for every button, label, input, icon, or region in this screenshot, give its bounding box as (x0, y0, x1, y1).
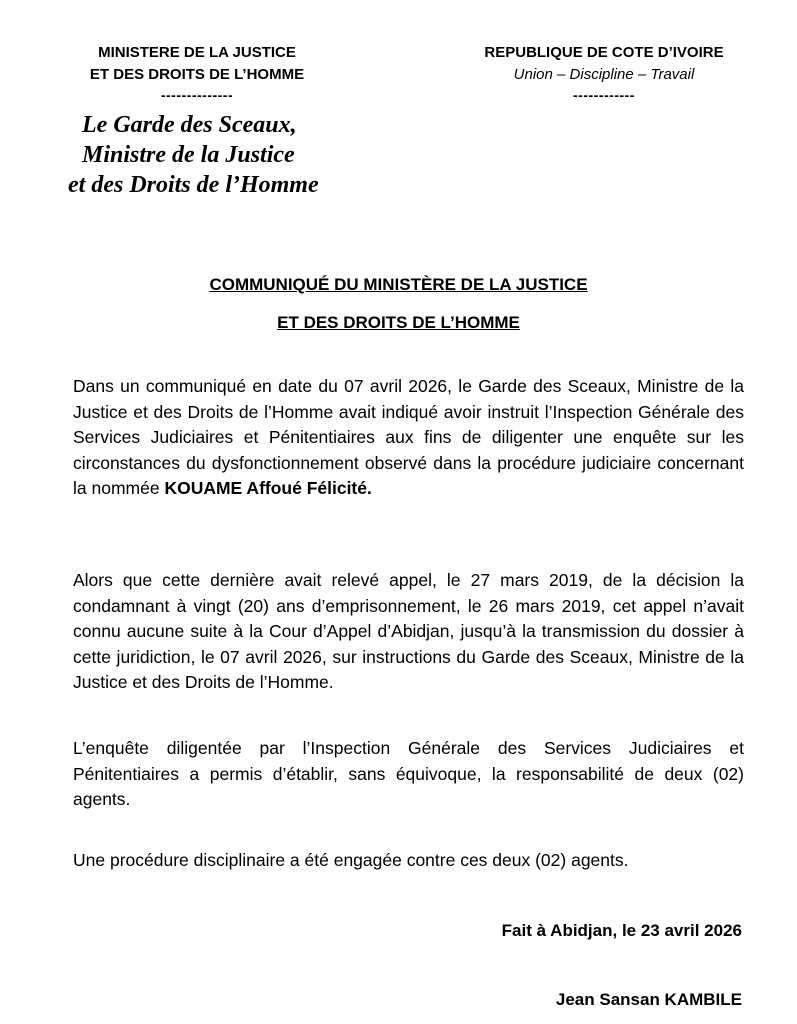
ministry-header (62, 42, 332, 104)
paragraph-1-text: Dans un communiqué en date du 07 avril 2026, le Garde des Sceaux, Ministre de la Justice et des Droits de l’Homme avait indiqué avoir instruit l’Inspection Générale des Services Judiciaires et Pénitentiaires aux fins de diligenter une enquête sur les circonstances du dysfonctionnement observé dans la procédure judiciaire concernant la nommée (73, 376, 744, 499)
communique-title-line1: COMMUNIQUÉ DU MINISTÈRE DE LA JUSTICE (209, 275, 588, 294)
minister-title-line3: et des Droits de l’Homme (68, 172, 319, 198)
republic-separator: ------------ (573, 87, 635, 103)
signatory-name: Jean Sansan KAMBILE (555, 990, 742, 1009)
minister-title-line1: Le Garde des Sceaux, (82, 112, 297, 138)
minister-title (68, 110, 398, 200)
country-name: REPUBLIQUE DE COTE D’IVOIRE (484, 44, 724, 61)
republic-header (446, 42, 762, 104)
communique-title-line2: ET DES DROITS DE L’HOMME (277, 313, 520, 332)
ministry-separator: -------------- (160, 87, 234, 103)
paragraph-4: Une procédure disciplinaire a été engagée contre ces deux (02) agents. (73, 850, 629, 870)
person-name: KOUAME Affoué Félicité. (164, 478, 372, 499)
place-and-date: Fait à Abidjan, le 23 avril 2026 (501, 921, 742, 940)
ministry-name-line2: ET DES DROITS DE L’HOMME (89, 66, 305, 83)
national-motto: Union – Discipline – Travail (513, 66, 695, 83)
ministry-name-line1: MINISTERE DE LA JUSTICE (98, 44, 296, 61)
paragraph-3: L’enquête diligentée par l’Inspection Générale des Services Judiciaires et Pénitentiaires a permis d’établir, sans équivoque, la responsabilité de deux (02) agents. (73, 738, 744, 810)
minister-title-line2: Ministre de la Justice (82, 142, 295, 168)
paragraph-2: Alors que cette dernière avait relevé appel, le 27 mars 2019, de la décision la condamnant à vingt (20) ans d’emprisonnement, le 26 mars 2019, cet appel n’avait connu aucune suite à la Cour d’Appel d’Abidjan, jusqu’à la transmission du dossier à cette juridiction, le 07 avril 2026, sur instructions du Garde des Sceaux, Ministre de la Justice et des Droits de l’Homme. (73, 570, 744, 693)
paragraph-1 (73, 374, 744, 502)
